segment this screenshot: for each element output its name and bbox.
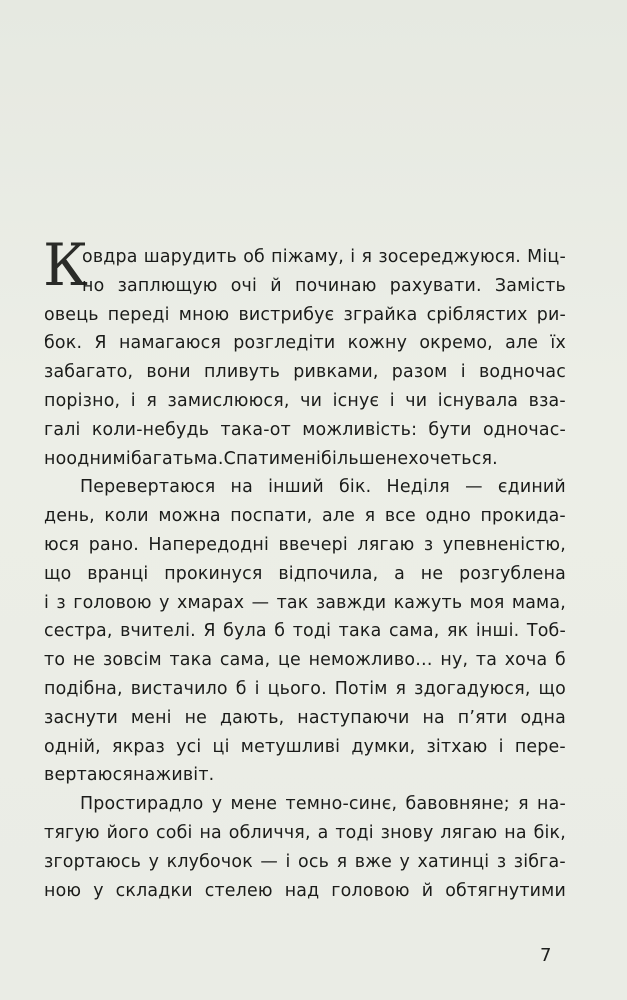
- text-line: но одним і багатьма. Спати мені більше не хочеться.: [44, 448, 498, 469]
- text-line: вертаюся на живіт.: [44, 765, 215, 786]
- text-line: но заплющую очі й починаю рахувати. Замість: [82, 275, 566, 296]
- text-line: тягую його собі на обличчя, а тоді знову лягаю на бік,: [44, 822, 566, 843]
- text-line: що вранці прокинуся відпочила, а не розгублена: [44, 563, 566, 584]
- show-through-text: [108, 62, 578, 203]
- text-line: бок. Я намагаюся розгледіти кожну окремо, але їх: [44, 333, 566, 354]
- text-line: сестра, вчителі. Я була б тоді така сама, як інші. Тоб-: [44, 621, 566, 642]
- page-number: 7: [540, 945, 552, 966]
- text-line: Перевертаюся на інший бік. Неділя — єдиний: [80, 477, 566, 498]
- text-line: одній, якраз усі ці метушливі думки, зітхаю і пере-: [44, 736, 566, 757]
- text-line: овець переді мною вистрибує зграйка сріблястих ри-: [44, 304, 566, 325]
- body-text: [44, 243, 566, 905]
- text-line: забагато, вони пливуть ривками, разом і водночас: [44, 362, 566, 383]
- text-line: згортаюсь у клубочок — і ось я вже у хатинці з зібга-: [44, 851, 566, 872]
- text-line: то не зовсім така сама, це неможливо… ну, та хоча б: [44, 650, 566, 671]
- text-line: Простирадло у мене темно-синє, бавовняне; я на-: [80, 794, 566, 815]
- text-line: заснути мені не дають, наступаючи на п’яти одна: [44, 707, 566, 728]
- text-line: порізно, і я замислююся, чи існує і чи існувала взa-: [44, 390, 566, 411]
- text-line: овдра шарудить об піжаму, і я зосереджуюся. Міц-: [82, 247, 566, 267]
- text-line: галі коли-небудь така-от можливість: бути одночас-: [44, 419, 566, 440]
- text-line: подібна, вистачило б і цього. Потім я здогадуюся, що: [44, 678, 566, 699]
- text-line: день, коли можна поспати, але я все одно прокида-: [44, 506, 566, 527]
- text-line: юся рано. Напередодні ввечері лягаю з упевненістю,: [44, 534, 566, 555]
- text-line: ною у складки стелею над головою й обтягнутими: [44, 880, 566, 901]
- drop-cap: К: [43, 231, 88, 299]
- text-line: і з головою у хмарах — так завжди кажуть моя мама,: [44, 592, 566, 613]
